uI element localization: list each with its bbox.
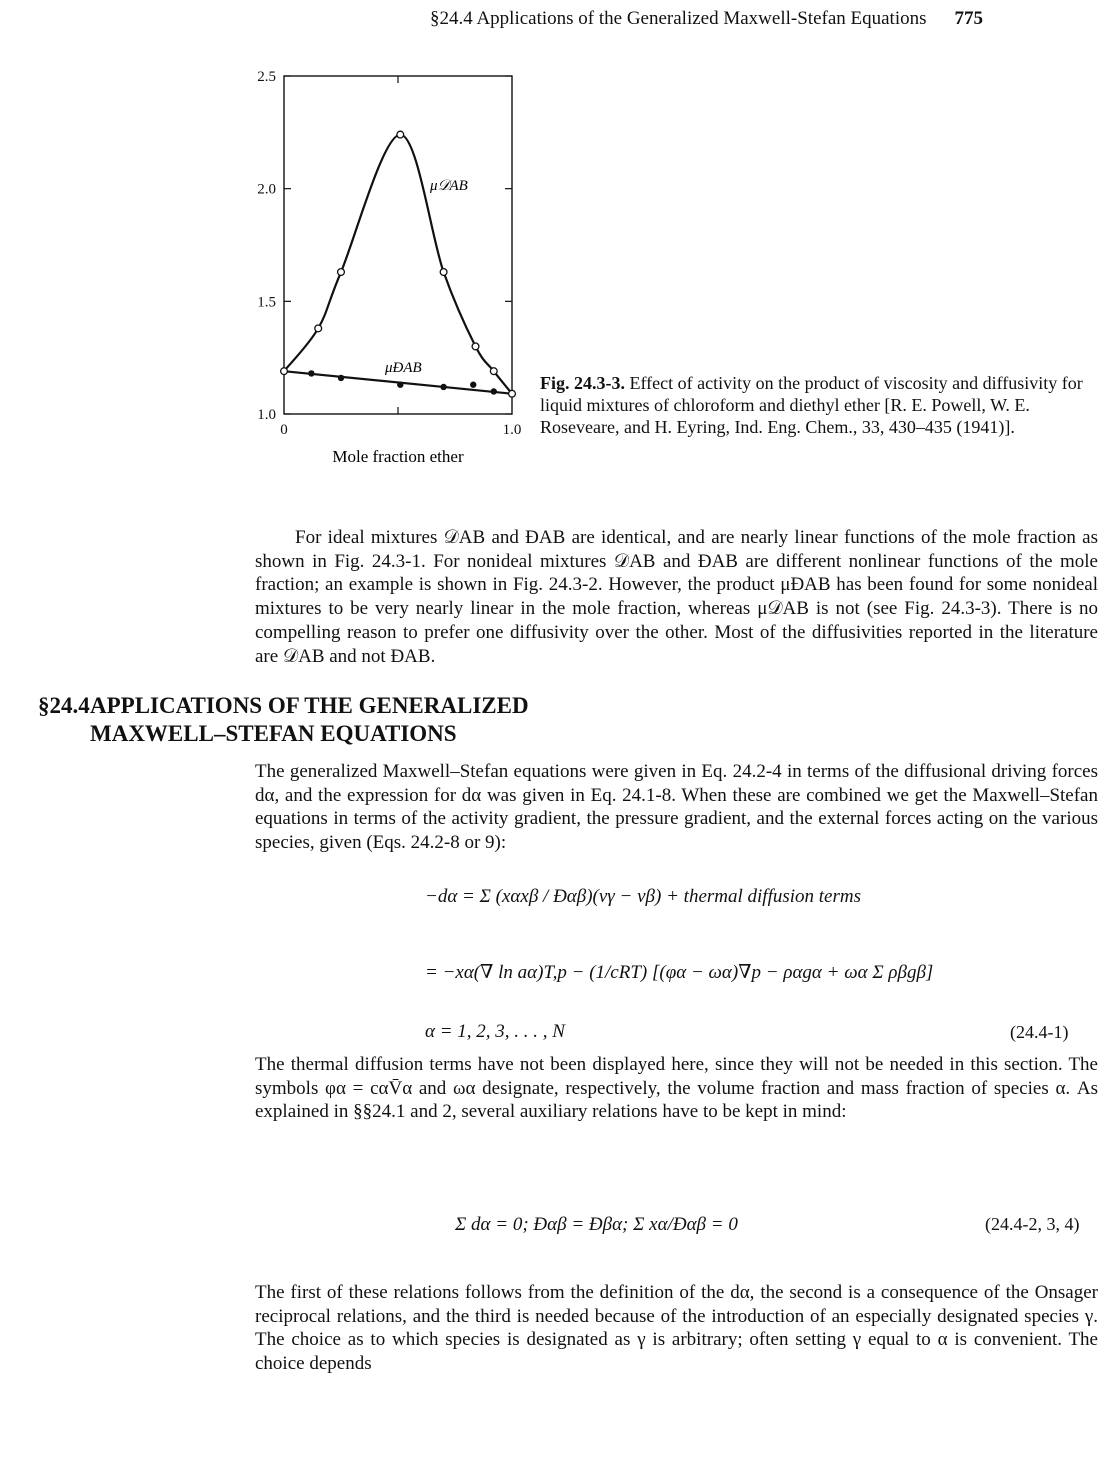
series-line-mu-D-fick: [284, 135, 512, 394]
data-point-mu-D-fick: [338, 269, 345, 276]
x-axis-label: Mole fraction ether: [332, 447, 464, 466]
curve-label-lower: μÐAB: [385, 360, 422, 376]
equation-line-1: −dα = Σ (xαxβ / Ðαβ)(vγ − vβ) + thermal diffusion terms: [425, 886, 861, 907]
section-title-line-1: APPLICATIONS OF THE GENERALIZED: [90, 693, 529, 718]
paragraph-3: The thermal diffusion terms have not been displayed here, since they will not be needed in this section. The symbols φα = cαV̄α and ωα designate, respectively, the volume fraction and mass fraction of species α. As explained in §§24.1 and 2, several auxiliary relations have to be kept in mind:: [255, 1054, 1098, 1123]
section-heading: [38, 693, 529, 746]
y-tick-label: 2.5: [257, 69, 276, 85]
equation-line-3: α = 1, 2, 3, . . . , N: [425, 1021, 565, 1042]
equation-number-2: (24.4-2, 3, 4): [985, 1214, 1080, 1234]
y-tick-label: 1.0: [257, 407, 276, 423]
data-point-mu-D-ms: [338, 375, 344, 381]
data-point-mu-D-ms: [308, 370, 314, 376]
caption-label: Fig. 24.3-3.: [540, 373, 625, 393]
data-point-mu-D-fick: [315, 325, 322, 332]
chart-svg: [240, 60, 530, 470]
data-point-mu-D-fick: [281, 368, 288, 375]
section-number: §24.4: [38, 693, 90, 718]
x-tick-label: 1.0: [502, 422, 522, 438]
equation-auxiliary: Σ dα = 0; Ðαβ = Ðβα; Σ xα/Ðαβ = 0: [455, 1214, 738, 1235]
data-point-mu-D-fick: [397, 131, 404, 138]
data-point-mu-D-ms: [470, 382, 476, 388]
figure-24-3-3: [240, 60, 530, 475]
section-title-line-2: MAXWELL–STEFAN EQUATIONS: [90, 721, 457, 746]
data-point-mu-D-ms: [397, 382, 403, 388]
figure-caption: [540, 372, 1100, 438]
paragraph-4: The first of these relations follows from the definition of the dα, the second is a consequence of the Onsager reciprocal relations, and the third is needed because of the introduction of an especially designated species γ. The choice as to which species is designated as γ is arbitrary; often setting γ equal to α is convenient. The choice depends: [255, 1282, 1098, 1375]
page-number: 775: [954, 8, 984, 29]
running-header: [430, 8, 983, 30]
equation-number-1: (24.4-1): [1010, 1022, 1069, 1042]
y-tick-label: 1.5: [257, 294, 276, 311]
y-tick-label: 2.0: [257, 181, 276, 198]
data-point-mu-D-ms: [491, 388, 497, 394]
data-point-mu-D-fick: [440, 269, 447, 276]
x-tick-label: 0: [280, 422, 288, 438]
caption-text: Effect of activity on the product of viscosity and diffusivity for liquid mixtures of chloroform and diethyl ether [R. E. Powell, W. E. Roseveare, and H. Eyring, Ind. Eng. Chem., 33, 430–435 (1941)].: [540, 373, 1083, 437]
paragraph-1: For ideal mixtures 𝒟AB and ÐAB are identical, and are nearly linear functions of the mole fraction as shown in Fig. 24.3-1. For nonideal mixtures 𝒟AB and ÐAB are different nonlinear functions of the mole fraction; an example is shown in Fig. 24.3-2. However, the product μÐAB has been found for some nonideal mixtures to be very nearly linear in the mole fraction, whereas μ𝒟AB is not (see Fig. 24.3-3). There is no compelling reason to prefer one diffusivity over the other. Most of the diffusivities reported in the literature are 𝒟AB and not ÐAB.: [255, 527, 1098, 667]
paragraph-2: The generalized Maxwell–Stefan equations were given in Eq. 24.2-4 in terms of the diffusional driving forces dα, and the expression for dα was given in Eq. 24.1-8. When these are combined we get the Maxwell–Stefan equations in terms of the activity gradient, the pressure gradient, and the external forces acting on the various species, given (Eqs. 24.2-8 or 9):: [255, 761, 1098, 854]
curve-label-upper: μ𝒟AB: [430, 178, 468, 194]
data-point-mu-D-fick: [472, 343, 479, 350]
equation-line-2: = −xα(∇ ln aα)T,p − (1/cRT) [(φα − ωα)∇p − ραgα + ωα Σ ρβgβ]: [425, 962, 934, 983]
data-point-mu-D-fick: [490, 368, 497, 375]
data-point-mu-D-ms: [440, 384, 446, 390]
running-title: §24.4 Applications of the Generalized Maxwell-Stefan Equations: [430, 8, 927, 29]
data-point-mu-D-fick: [509, 390, 516, 397]
